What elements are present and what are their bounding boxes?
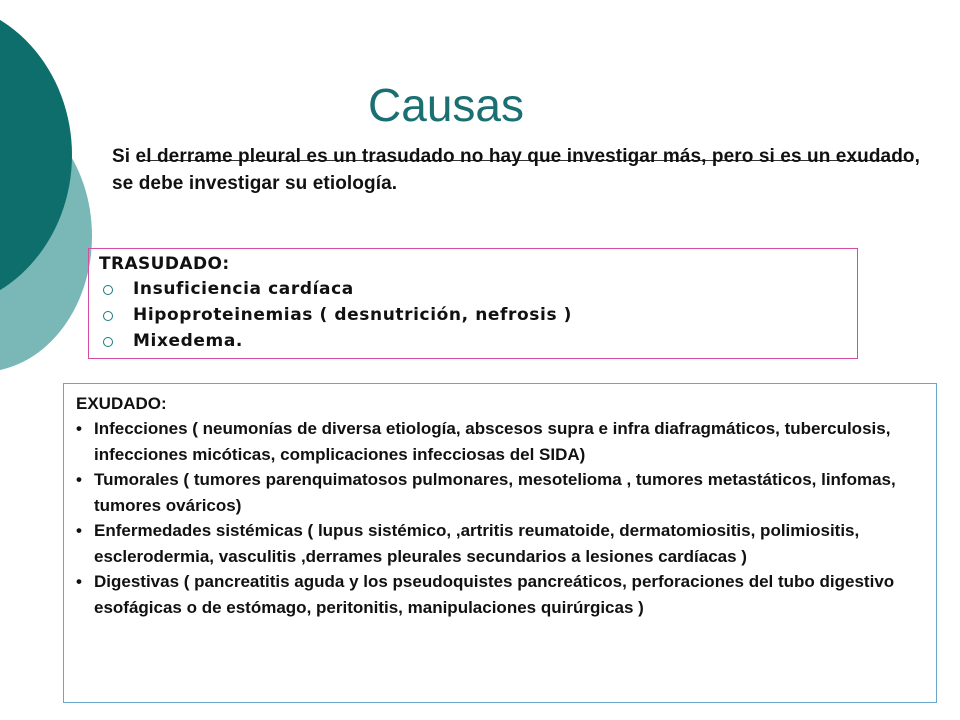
list-item <box>76 416 926 467</box>
intro-text: Si el derrame pleural es un trasudado no hay que investigar más, pero si es un exudado, se debe investigar su etiología. <box>112 146 920 194</box>
dot-bullet-icon: • <box>76 521 82 540</box>
list-item <box>99 302 857 328</box>
exudado-box <box>63 383 937 703</box>
list-item-text: Hipoproteinemias ( desnutrición, nefrosis ) <box>133 305 573 325</box>
list-item-text: Digestivas ( pancreatitis aguda y los pseudoquistes pancreáticos, perforaciones del tubo digestivo esofágicas o de estómago, peritonitis, manipulaciones quirúrgicas ) <box>94 572 895 617</box>
dot-bullet-icon: • <box>76 419 82 438</box>
trasudado-list <box>99 276 857 354</box>
slide-title: Causas <box>368 79 524 131</box>
list-item <box>99 276 857 302</box>
dot-bullet-icon: • <box>76 572 82 591</box>
list-item <box>76 518 926 569</box>
list-item-text: Mixedema. <box>133 331 243 351</box>
list-item <box>76 467 926 518</box>
list-item-text: Insuficiencia cardíaca <box>133 279 354 299</box>
list-item-text: Infecciones ( neumonías de diversa etiología, abscesos supra e infra diafragmáticos, tuberculosis, infecciones micóticas, complicaciones infecciosas del SIDA) <box>94 419 891 464</box>
list-item <box>76 569 926 620</box>
circle-bullet-icon <box>103 337 113 347</box>
list-item-text: Tumorales ( tumores parenquimatosos pulmonares, mesotelioma , tumores metastáticos, linfomas, tumores ováricos) <box>94 470 896 515</box>
list-item <box>99 328 857 354</box>
dot-bullet-icon: • <box>76 470 82 489</box>
exudado-list <box>76 416 926 620</box>
circle-bullet-icon <box>103 311 113 321</box>
exudado-heading: EXUDADO: <box>76 394 167 413</box>
list-item-text: Enfermedades sistémicas ( lupus sistémico, ,artritis reumatoide, dermatomiositis, polimiositis, esclerodermia, vasculitis ,derrames pleurales secundarios a lesiones cardíacas ) <box>94 521 860 566</box>
trasudado-box <box>88 248 858 359</box>
trasudado-heading: TRASUDADO: <box>99 254 230 274</box>
circle-bullet-icon <box>103 285 113 295</box>
